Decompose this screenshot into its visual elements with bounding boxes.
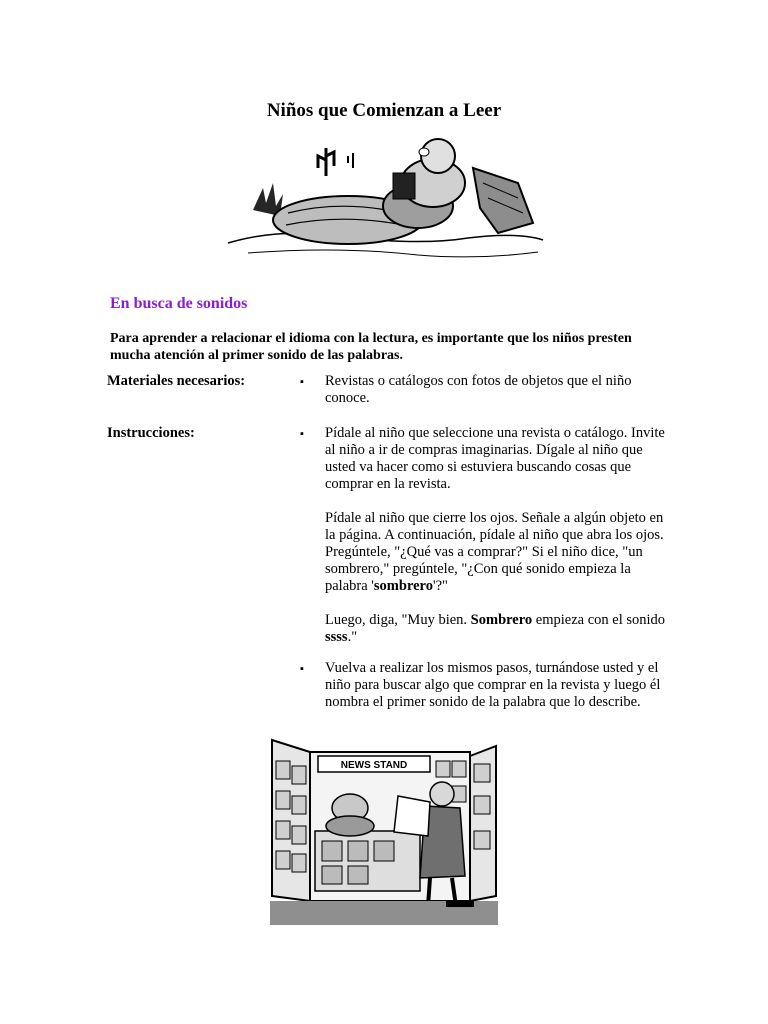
bullet-marker: ▪ — [300, 428, 304, 440]
step-1-paragraph-1: Pídale al niño que seleccione una revista o catálogo. Invite al niño a ir de compras imaginarias. Dígale al niño que usted va hacer como si estuviera buscando cosas que comprar en la revista. — [325, 425, 665, 492]
instruction-step-2: Vuelva a realizar los mismos pasos, turnándose usted y el niño para buscar algo que comprar en la revista y luego él nombra el primer sonido de la palabra que lo describe. — [325, 660, 661, 710]
step-1-paragraph-3 — [325, 612, 670, 646]
text-run: Pídale al niño que cierre los ojos. Señale a algún objeto en la página. A continuación, pídale al niño que abra los ojos. Pregúntele, "¿Qué vas a comprar?" Si el niño dice, "un sombrero," pregúntele, "¿Con qué sonido empieza la palabra ' — [325, 510, 664, 594]
text-run: '?" — [432, 578, 448, 594]
bold-word: sombrero — [373, 578, 433, 594]
news-stand-illustration — [270, 736, 498, 925]
instructions-label: Instrucciones: — [107, 425, 195, 441]
text-run: Luego, diga, "Muy bien. — [325, 612, 471, 628]
section-heading: En busca de sonidos — [110, 295, 248, 312]
instruction-step-1 — [325, 425, 670, 646]
materials-item: Revistas o catálogos con fotos de objetos que el niño conoce. — [325, 373, 632, 406]
pig-reading-illustration — [218, 128, 548, 263]
bold-word: ssss — [325, 629, 348, 645]
materials-label: Materiales necesarios: — [107, 373, 246, 389]
intro-paragraph: Para aprender a relacionar el idioma con la lectura, es importante que los niños presten mucha atención al primer sonido de las palabras. — [110, 331, 632, 363]
text-run: ." — [347, 629, 358, 645]
bullet-marker: ▪ — [300, 663, 304, 675]
news-stand-sign: NEWS STAND — [340, 760, 408, 771]
text-run: empieza con el sonido — [532, 612, 666, 628]
bold-word: Sombrero — [470, 612, 533, 628]
step-1-paragraph-2 — [325, 510, 670, 595]
bullet-marker: ▪ — [300, 376, 304, 388]
page-title: Niños que Comienzan a Leer — [266, 100, 502, 121]
